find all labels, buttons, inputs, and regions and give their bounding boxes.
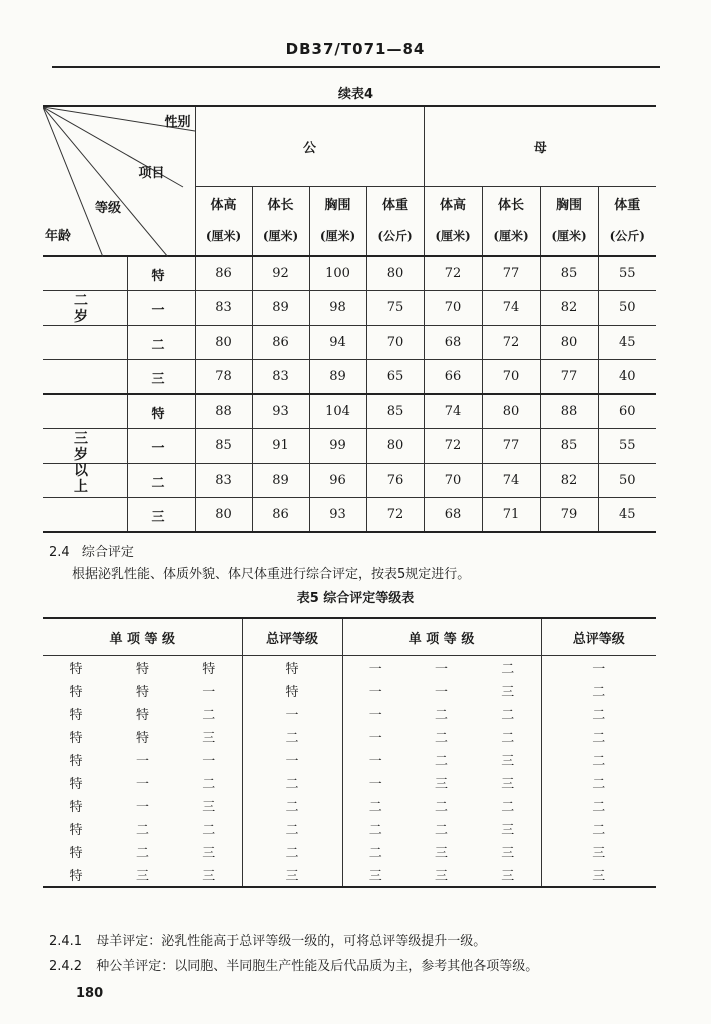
single-grade-header-left: 单 项 等 级 — [43, 618, 242, 656]
grade-cell: 二 — [202, 823, 216, 838]
section-title: 综合评定 — [81, 545, 134, 560]
grade-cell: 特 — [43, 863, 109, 887]
measurement-cell: 72 — [424, 256, 482, 291]
table-row — [43, 863, 656, 887]
grade-cell: 二 — [541, 817, 656, 840]
grade-cell: 二 — [435, 708, 449, 723]
grade-cell: 特 — [69, 800, 83, 815]
column-name: 胸围 — [324, 197, 351, 213]
measurement-cell: 89 — [252, 463, 309, 498]
table-row — [43, 429, 656, 464]
age-grade-cell — [43, 498, 195, 533]
grade-cell: 一 — [342, 771, 408, 794]
measurement-cell: 77 — [482, 256, 540, 291]
grade-cell: 二 — [435, 731, 449, 746]
measurement-cell: 88 — [540, 394, 598, 429]
grade-cell: 特 — [135, 708, 149, 723]
table5 — [43, 617, 656, 888]
table-row — [43, 256, 656, 291]
column-name: 体长 — [267, 197, 294, 213]
grade-cell: 一 — [342, 748, 408, 771]
measurement-cell: 65 — [366, 360, 424, 395]
grade-cell: 特 — [69, 731, 83, 746]
table5-caption: 表5 综合评定等级表 — [296, 591, 415, 606]
overall-grade-header-left: 总评等级 — [242, 618, 342, 656]
measurement-cell: 76 — [366, 463, 424, 498]
grade-cell: 二 — [541, 679, 656, 702]
grade-label: 二 — [151, 475, 165, 491]
grade-cell: 三 — [202, 731, 216, 746]
grade-cell: 二 — [342, 817, 408, 840]
note-text: 母羊评定：泌乳性能高于总评等级一级的，可将总评等级提升一级。 — [96, 934, 487, 949]
measurement-cell: 80 — [540, 325, 598, 360]
grade-cell: 三 — [202, 800, 216, 815]
table-row — [43, 291, 656, 326]
note-number: 2.4.2 — [49, 959, 83, 974]
column-unit: (厘米) — [435, 228, 471, 243]
column-unit: (厘米) — [319, 228, 356, 243]
measurement-cell: 74 — [424, 394, 482, 429]
single-grade-header-right: 单 项 等 级 — [342, 618, 541, 656]
measurement-cell: 74 — [482, 463, 540, 498]
grade-cell: 一 — [435, 685, 449, 700]
measurement-cell: 104 — [309, 394, 366, 429]
table-row — [43, 702, 656, 725]
grade-cell: 二 — [135, 823, 149, 838]
page-number: 180 — [76, 986, 104, 1001]
grade-cell: 三 — [475, 863, 541, 887]
table-row — [43, 360, 656, 395]
grade-cell: 特 — [242, 679, 342, 702]
column-unit: (厘米) — [551, 228, 587, 243]
measurement-cell: 55 — [598, 256, 656, 291]
column-header — [598, 186, 656, 256]
grade-cell: 特 — [69, 708, 83, 723]
column-unit: (厘米) — [262, 228, 299, 243]
measurement-cell: 80 — [366, 429, 424, 464]
grade-cell: 一 — [342, 656, 408, 680]
grade-cell: 二 — [501, 800, 515, 815]
measurement-cell: 60 — [598, 394, 656, 429]
column-name: 体高 — [440, 197, 467, 213]
female-header: 母 — [424, 106, 656, 186]
measurement-cell: 80 — [482, 394, 540, 429]
grade-cell: 二 — [202, 708, 216, 723]
grade-cell: 一 — [242, 748, 342, 771]
grade-cell: 二 — [541, 771, 656, 794]
grade-cell: 三 — [408, 863, 475, 887]
grade-label: 一 — [151, 303, 165, 318]
measurement-cell: 72 — [482, 325, 540, 360]
grade-cell: 二 — [202, 777, 216, 792]
measurement-cell: 78 — [195, 360, 252, 395]
grade-cell: 三 — [242, 863, 342, 887]
age-grade-cell — [43, 429, 195, 464]
grade-cell: 一 — [202, 754, 216, 769]
male-header: 公 — [195, 106, 424, 186]
grade-cell: 一 — [342, 679, 408, 702]
measurement-cell: 40 — [598, 360, 656, 395]
grade-separator — [127, 291, 128, 325]
grade-cell: 二 — [435, 823, 449, 838]
grade-label: 一 — [151, 441, 165, 456]
measurement-cell: 45 — [598, 325, 656, 360]
age-grade-cell — [43, 394, 195, 495]
measurement-cell: 82 — [540, 463, 598, 498]
age-grade-cell — [43, 291, 195, 326]
table-row — [43, 817, 656, 840]
table-row — [43, 679, 656, 702]
measurement-cell: 100 — [309, 256, 366, 291]
grade-separator — [127, 257, 128, 290]
column-header — [309, 186, 366, 256]
grade-cell: 二 — [342, 794, 408, 817]
measurement-cell: 70 — [424, 463, 482, 498]
measurement-cell: 94 — [309, 325, 366, 360]
measurement-cell: 45 — [598, 498, 656, 533]
measurement-cell: 68 — [424, 325, 482, 360]
grade-cell: 三 — [501, 777, 515, 792]
corner-grade-label: 等级 — [95, 201, 122, 216]
measurement-cell: 72 — [366, 498, 424, 533]
table5-body — [43, 656, 656, 888]
section-2-4-heading — [49, 541, 134, 560]
measurement-cell: 83 — [195, 463, 252, 498]
column-header — [366, 186, 424, 256]
age-grade-cell — [43, 463, 195, 498]
measurement-cell: 83 — [195, 291, 252, 326]
table-row — [43, 840, 656, 863]
grade-cell: 二 — [501, 708, 515, 723]
grade-cell: 二 — [435, 754, 449, 769]
measurement-cell: 71 — [482, 498, 540, 533]
grade-cell: 一 — [242, 702, 342, 725]
table-row — [43, 771, 656, 794]
grade-cell: 一 — [135, 777, 149, 792]
table-row — [43, 394, 656, 429]
column-header — [252, 186, 309, 256]
measurement-cell: 75 — [366, 291, 424, 326]
age-grade-cell — [43, 256, 195, 325]
grade-cell: 三 — [501, 846, 515, 861]
measurement-cell: 85 — [540, 429, 598, 464]
grade-cell: 二 — [242, 725, 342, 748]
column-name: 体重 — [382, 197, 409, 213]
measurement-cell: 68 — [424, 498, 482, 533]
grade-separator — [127, 498, 128, 531]
column-unit: (公斤) — [609, 228, 645, 243]
section-number: 2.4 — [49, 545, 70, 560]
grade-cell: 一 — [202, 685, 216, 700]
note-2-4-1 — [49, 930, 486, 949]
grade-cell: 二 — [242, 817, 342, 840]
grade-cell: 三 — [501, 754, 515, 769]
age-group-label: 三岁以上 — [74, 431, 88, 495]
column-header — [482, 186, 540, 256]
grade-cell: 三 — [435, 777, 449, 792]
grade-cell: 三 — [501, 685, 515, 700]
grade-cell: 二 — [342, 840, 408, 863]
column-name: 体高 — [210, 197, 237, 213]
measurement-cell: 89 — [309, 360, 366, 395]
column-header — [424, 186, 482, 256]
measurement-cell: 96 — [309, 463, 366, 498]
grade-label: 三 — [151, 372, 165, 387]
age-grade-cell — [43, 325, 195, 360]
table-row — [43, 656, 656, 680]
grade-cell: 三 — [342, 863, 408, 887]
measurement-cell: 77 — [540, 360, 598, 395]
measurement-cell: 86 — [252, 325, 309, 360]
measurement-cell: 77 — [482, 429, 540, 464]
grade-cell: 二 — [541, 725, 656, 748]
table-row — [43, 325, 656, 360]
section-2-4-text: 根据泌乳性能、体质外貌、体尺体重进行综合评定，按表5规定进行。 — [72, 567, 471, 582]
measurement-cell: 80 — [195, 325, 252, 360]
measurement-cell: 70 — [424, 291, 482, 326]
table-row — [43, 498, 656, 533]
measurement-cell: 80 — [366, 256, 424, 291]
grade-cell: 三 — [541, 863, 656, 887]
column-name: 体长 — [498, 197, 525, 213]
grade-cell: 特 — [135, 731, 149, 746]
measurement-cell: 98 — [309, 291, 366, 326]
table-row — [43, 463, 656, 498]
table-row — [43, 748, 656, 771]
corner-age-label: 年龄 — [45, 229, 72, 244]
table4-body — [43, 256, 656, 532]
measurement-cell: 83 — [252, 360, 309, 395]
column-header — [195, 186, 252, 256]
measurement-cell: 93 — [309, 498, 366, 533]
grade-cell: 三 — [541, 840, 656, 863]
grade-cell: 三 — [435, 846, 449, 861]
grade-cell: 二 — [242, 771, 342, 794]
grade-cell: 特 — [69, 754, 83, 769]
grade-cell: 特 — [135, 685, 149, 700]
measurement-cell: 88 — [195, 394, 252, 429]
grade-cell: 二 — [242, 794, 342, 817]
grade-separator — [127, 429, 128, 463]
grade-label: 二 — [151, 337, 165, 353]
table4 — [43, 105, 656, 533]
measurement-cell: 70 — [366, 325, 424, 360]
grade-cell: 二 — [541, 702, 656, 725]
grade-cell: 一 — [135, 800, 149, 815]
grade-separator — [127, 360, 128, 393]
note-text: 种公羊评定：以同胞、半同胞生产性能及后代品质为主，参考其他各项等级。 — [96, 959, 539, 974]
grade-cell: 三 — [202, 846, 216, 861]
measurement-cell: 89 — [252, 291, 309, 326]
column-unit: (公斤) — [377, 228, 413, 243]
grade-cell: 三 — [109, 863, 176, 887]
column-name: 体重 — [614, 197, 641, 213]
grade-cell: 特 — [69, 685, 83, 700]
measurement-cell: 92 — [252, 256, 309, 291]
measurement-cell: 66 — [424, 360, 482, 395]
grade-cell: 二 — [435, 800, 449, 815]
corner-sex-label: 性别 — [164, 115, 191, 130]
table-row — [43, 725, 656, 748]
measurement-cell: 55 — [598, 429, 656, 464]
grade-cell: 二 — [501, 662, 515, 677]
measurement-cell: 93 — [252, 394, 309, 429]
grade-cell: 特 — [69, 662, 83, 677]
grade-separator — [127, 395, 128, 428]
table4-caption: 续表4 — [337, 87, 374, 102]
measurement-cell: 91 — [252, 429, 309, 464]
grade-cell: 二 — [501, 731, 515, 746]
grade-cell: 特 — [242, 656, 342, 680]
grade-cell: 二 — [242, 840, 342, 863]
measurement-cell: 70 — [482, 360, 540, 395]
document-header: DB37/T071—84 — [285, 40, 426, 58]
measurement-cell: 50 — [598, 291, 656, 326]
grade-cell: 特 — [202, 662, 216, 677]
grade-cell: 二 — [541, 748, 656, 771]
note-number: 2.4.1 — [49, 934, 83, 949]
grade-cell: 二 — [541, 794, 656, 817]
measurement-cell: 85 — [540, 256, 598, 291]
column-unit: (厘米) — [493, 228, 529, 243]
column-name: 胸围 — [556, 197, 583, 213]
grade-cell: 三 — [176, 863, 242, 887]
grade-separator — [127, 464, 128, 498]
measurement-cell: 86 — [252, 498, 309, 533]
grade-cell: 一 — [342, 702, 408, 725]
column-unit: (厘米) — [205, 228, 242, 243]
measurement-cell: 50 — [598, 463, 656, 498]
measurement-cell: 85 — [195, 429, 252, 464]
grade-cell: 一 — [342, 725, 408, 748]
grade-label: 特 — [151, 269, 165, 284]
measurement-cell: 80 — [195, 498, 252, 533]
measurement-cell: 99 — [309, 429, 366, 464]
grade-cell: 特 — [69, 777, 83, 792]
grade-cell: 一 — [435, 662, 449, 677]
measurement-cell: 82 — [540, 291, 598, 326]
measurement-cell: 86 — [195, 256, 252, 291]
measurement-cell: 79 — [540, 498, 598, 533]
measurement-cell: 72 — [424, 429, 482, 464]
overall-grade-header-right: 总评等级 — [541, 618, 656, 656]
corner-item-label: 项目 — [138, 166, 165, 181]
grade-cell: 特 — [69, 846, 83, 861]
grade-separator — [127, 326, 128, 360]
measurement-cell: 74 — [482, 291, 540, 326]
grade-cell: 特 — [69, 823, 83, 838]
header-rule — [52, 66, 660, 68]
measurement-cell: 85 — [366, 394, 424, 429]
note-2-4-2 — [49, 955, 538, 974]
table-row — [43, 794, 656, 817]
column-header — [540, 186, 598, 256]
grade-cell: 一 — [135, 754, 149, 769]
grade-cell: 三 — [501, 823, 515, 838]
table4-corner-cell — [43, 106, 195, 256]
grade-label: 三 — [151, 510, 165, 525]
grade-label: 特 — [151, 407, 165, 422]
age-group-label: 二岁 — [74, 293, 88, 325]
grade-cell: 二 — [135, 846, 149, 861]
grade-cell: 一 — [541, 656, 656, 680]
grade-cell: 特 — [135, 662, 149, 677]
age-grade-cell — [43, 360, 195, 395]
